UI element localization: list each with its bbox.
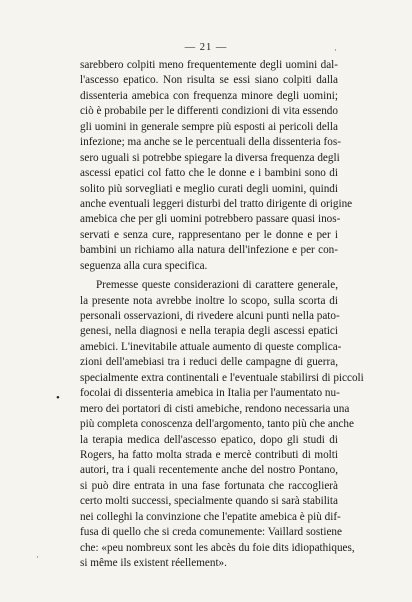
- text-line: solito più sorvegliati e meglio curati degli uomini, quindi: [80, 182, 338, 195]
- text-line: fusa di quello che si creda comunemente: Vaillard sostiene: [80, 526, 342, 539]
- scan-speck: •: [56, 392, 60, 404]
- text-line: seguenza alla cura specifica.: [80, 259, 208, 272]
- text-line: autori, tra i quali recentemente anche del nostro Pontano,: [80, 464, 338, 477]
- text-line: amebici. L'inevitabile attuale aumento di queste complica-: [80, 340, 342, 353]
- text-line: l'ascesso epatico. Non risulta se essi siano colpiti dalla: [80, 74, 338, 87]
- text-line: mero dei portatori di cisti amebiche, rendono necessaria una: [80, 402, 350, 415]
- paragraph-1: [80, 58, 353, 274]
- text-line: anche eventuali leggeri disturbi del tratto dirigente di origine: [80, 197, 353, 210]
- text-line: ascessi epatici col fatto che le donne e i bambini sono di: [80, 167, 338, 180]
- text-line: genesi, nella diagnosi e nella terapia degli ascessi epatici: [80, 325, 338, 338]
- text-line: infezione; ma anche se le percentuali della dissenteria fos-: [80, 136, 341, 149]
- text-line: focolai di dissenteria amebica in Italia per l'aumentato nu-: [80, 387, 340, 400]
- text-line: amebica che per gli uomini potrebbero passare quasi inos-: [80, 213, 341, 226]
- scan-speck: ·: [36, 552, 39, 562]
- text-line: Premesse queste considerazioni di carattere generale,: [96, 279, 338, 292]
- text-line: personali osservazioni, di rivedere alcuni punti nella pato-: [80, 310, 340, 322]
- text-line: si même ils existent réellement».: [80, 557, 227, 569]
- text-line: gli uomini in generale sempre più esposti ai pericoli della: [80, 120, 338, 133]
- text-line: la presente nota avrebbe inoltre lo scopo, sulla scorta di: [80, 294, 338, 307]
- text-line: certo molti successi, specialmente quando si sarà stabilita: [80, 495, 338, 508]
- text-line: specialmente extra continentali e l'eventuale stabilirsi di piccoli: [80, 371, 364, 384]
- body-text: [80, 58, 364, 571]
- text-line: che: «peu nombreux sont les abcès du foie dits idiopathiques,: [80, 541, 355, 554]
- text-line: zioni dell'amebiasi tra i reduci delle campagne di guerra,: [80, 356, 338, 369]
- text-line: più completa conoscenza dell'argomento, tanto più che anche: [80, 418, 354, 431]
- text-line: ciò è probabile per le differenti condizioni di vita essendo: [80, 105, 338, 118]
- text-line: bambini un richiamo alla natura dell'infezione e per con-: [80, 244, 338, 257]
- text-line: sero uguali si potrebbe spiegare la diversa frequenza degli: [80, 151, 340, 164]
- text-line: dissenteria amebica con frequenza minore degli uomini;: [80, 89, 338, 102]
- scan-speck: ·: [334, 45, 337, 55]
- text-line: nei colleghi la convinzione che l'epatite amebica è più dif-: [80, 510, 341, 523]
- text-line: sarebbero colpiti meno frequentemente degli uomini dal-: [80, 59, 338, 71]
- paragraph-2: [80, 278, 364, 571]
- text-line: servati e senza cure, rappresentano per le donne e per i: [80, 228, 338, 241]
- text-line: la terapia medica dell'ascesso epatico, dopo gli studi di: [80, 433, 338, 446]
- page-number: — 21 —: [184, 42, 228, 53]
- text-line: Rogers, ha fatto molta strada e mercè contributi di molti: [80, 448, 338, 461]
- text-line: si può dire entrata in una fase fortunata che raccoglierà: [80, 479, 338, 492]
